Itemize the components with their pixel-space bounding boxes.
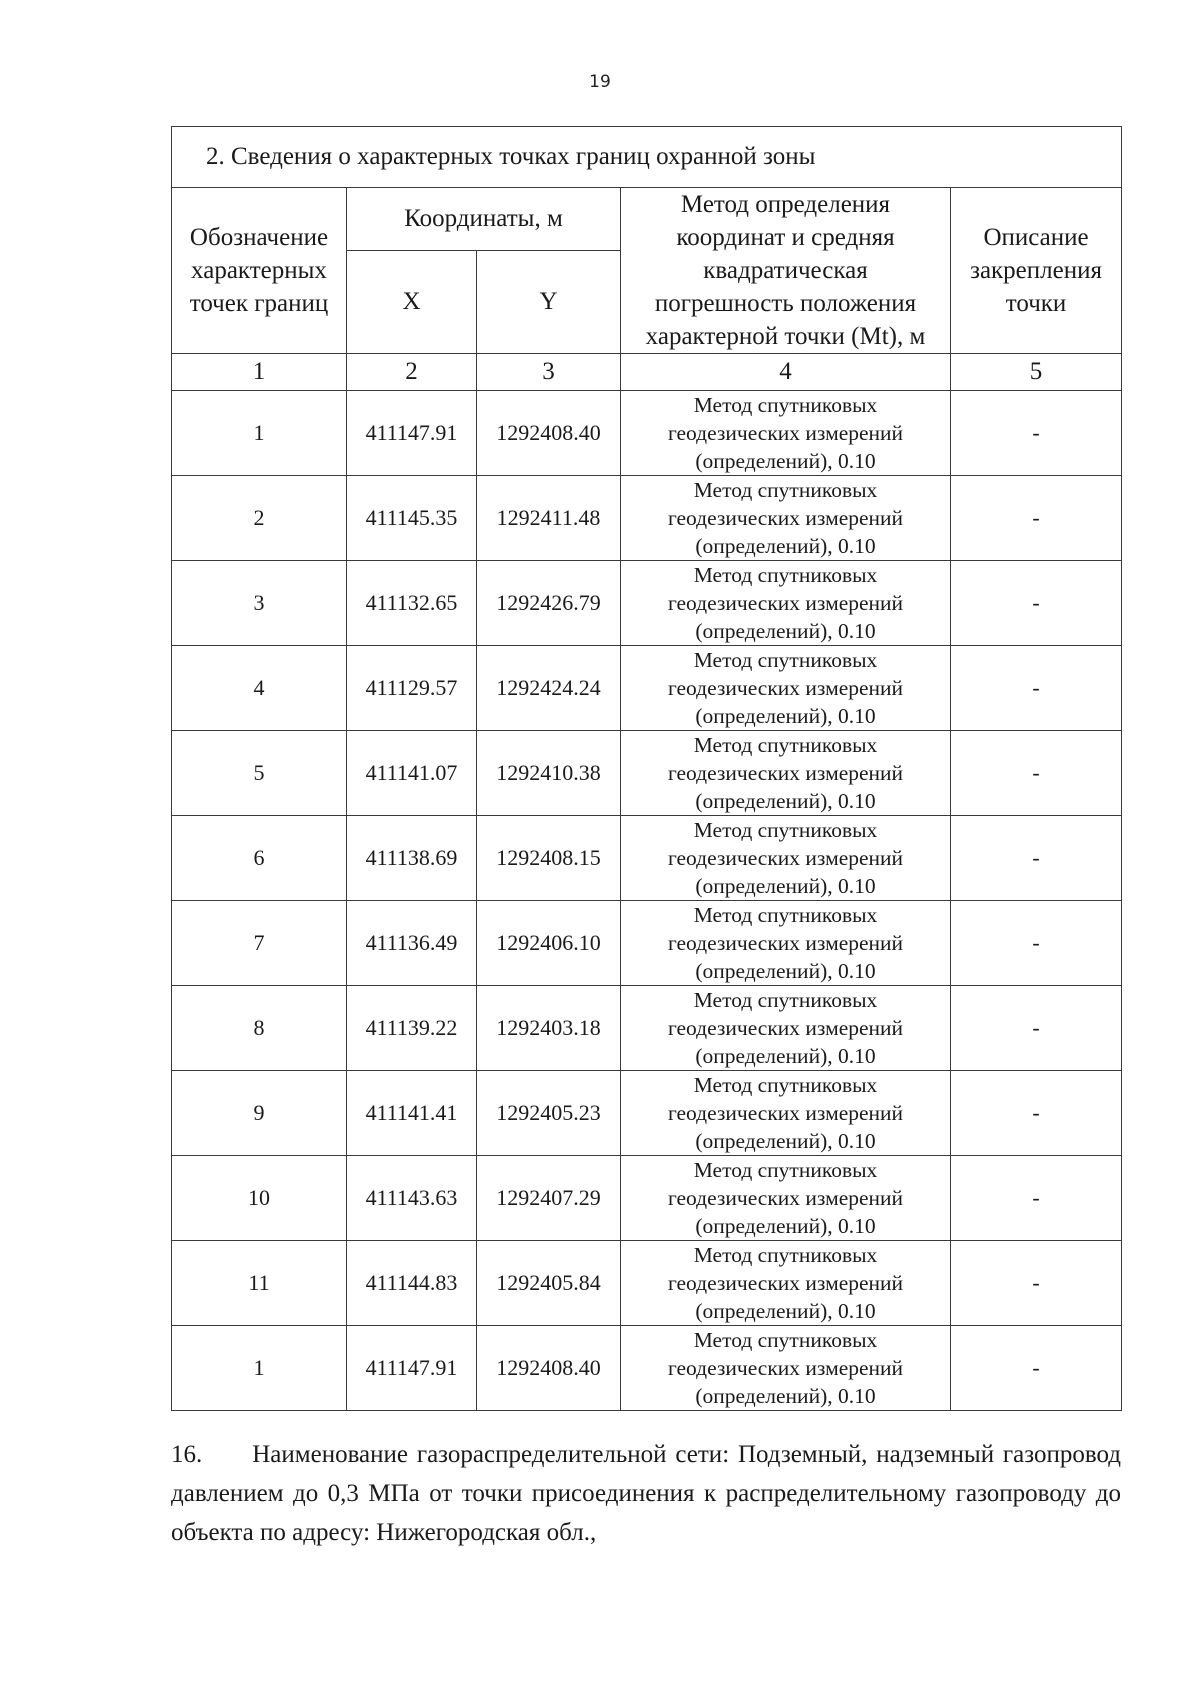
table-row: [172, 1326, 1122, 1411]
table-row: [172, 731, 1122, 816]
description-cell: -: [951, 986, 1122, 1071]
method-cell: Метод спутниковых геодезических измерений (определений), 0.10: [621, 646, 951, 731]
table-row: [172, 391, 1122, 476]
column-number: 2: [347, 354, 477, 391]
y-coordinate-cell: 1292406.10: [477, 901, 621, 986]
method-cell: Метод спутниковых геодезических измерений (определений), 0.10: [621, 391, 951, 476]
column-number: 1: [172, 354, 347, 391]
header-x: X: [347, 250, 477, 353]
method-cell: Метод спутниковых геодезических измерений (определений), 0.10: [621, 1241, 951, 1326]
table-row: [172, 901, 1122, 986]
y-coordinate-cell: 1292405.84: [477, 1241, 621, 1326]
y-coordinate-cell: 1292405.23: [477, 1071, 621, 1156]
y-coordinate-cell: 1292408.40: [477, 391, 621, 476]
point-id-cell: 1: [172, 1326, 347, 1411]
x-coordinate-cell: 411139.22: [347, 986, 477, 1071]
y-coordinate-cell: 1292407.29: [477, 1156, 621, 1241]
point-id-cell: 7: [172, 901, 347, 986]
description-cell: -: [951, 731, 1122, 816]
method-cell: Метод спутниковых геодезических измерений (определений), 0.10: [621, 986, 951, 1071]
column-number: 3: [477, 354, 621, 391]
x-coordinate-cell: 411138.69: [347, 816, 477, 901]
column-number: 4: [621, 354, 951, 391]
table-body: [172, 391, 1122, 1411]
table-title: 2. Сведения о характерных точках границ охранной зоны: [172, 127, 1122, 188]
y-coordinate-cell: 1292424.24: [477, 646, 621, 731]
x-coordinate-cell: 411145.35: [347, 476, 477, 561]
point-id-cell: 6: [172, 816, 347, 901]
method-cell: Метод спутниковых геодезических измерений (определений), 0.10: [621, 476, 951, 561]
method-cell: Метод спутниковых геодезических измерений (определений), 0.10: [621, 1326, 951, 1411]
x-coordinate-cell: 411136.49: [347, 901, 477, 986]
y-coordinate-cell: 1292408.40: [477, 1326, 621, 1411]
x-coordinate-cell: 411147.91: [347, 391, 477, 476]
table-row: [172, 986, 1122, 1071]
point-id-cell: 1: [172, 391, 347, 476]
description-cell: -: [951, 1071, 1122, 1156]
method-cell: Метод спутниковых геодезических измерений (определений), 0.10: [621, 731, 951, 816]
y-coordinate-cell: 1292408.15: [477, 816, 621, 901]
y-coordinate-cell: 1292426.79: [477, 561, 621, 646]
point-id-cell: 10: [172, 1156, 347, 1241]
y-coordinate-cell: 1292411.48: [477, 476, 621, 561]
description-cell: -: [951, 646, 1122, 731]
column-numbers-row: [172, 354, 1122, 391]
description-cell: -: [951, 1156, 1122, 1241]
table-row: [172, 476, 1122, 561]
y-coordinate-cell: 1292410.38: [477, 731, 621, 816]
method-cell: Метод спутниковых геодезических измерений (определений), 0.10: [621, 561, 951, 646]
table-row: [172, 1241, 1122, 1326]
point-id-cell: 2: [172, 476, 347, 561]
point-id-cell: 9: [172, 1071, 347, 1156]
x-coordinate-cell: 411129.57: [347, 646, 477, 731]
header-description: Описание закрепления точки: [951, 188, 1122, 354]
description-cell: -: [951, 816, 1122, 901]
header-point: Обозначение характерных точек границ: [172, 188, 347, 354]
description-cell: -: [951, 1241, 1122, 1326]
page-number: 19: [589, 72, 611, 92]
description-cell: -: [951, 1326, 1122, 1411]
point-id-cell: 11: [172, 1241, 347, 1326]
header-coordinates: Координаты, м: [347, 188, 621, 251]
method-cell: Метод спутниковых геодезических измерений (определений), 0.10: [621, 1156, 951, 1241]
method-cell: Метод спутниковых геодезических измерений (определений), 0.10: [621, 1071, 951, 1156]
table-row: [172, 1071, 1122, 1156]
x-coordinate-cell: 411132.65: [347, 561, 477, 646]
point-id-cell: 3: [172, 561, 347, 646]
x-coordinate-cell: 411147.91: [347, 1326, 477, 1411]
boundary-points-table: [171, 126, 1122, 1411]
description-cell: -: [951, 561, 1122, 646]
x-coordinate-cell: 411144.83: [347, 1241, 477, 1326]
x-coordinate-cell: 411141.07: [347, 731, 477, 816]
method-cell: Метод спутниковых геодезических измерений (определений), 0.10: [621, 901, 951, 986]
table-row: [172, 646, 1122, 731]
point-id-cell: 8: [172, 986, 347, 1071]
table-row: [172, 816, 1122, 901]
x-coordinate-cell: 411143.63: [347, 1156, 477, 1241]
column-number: 5: [951, 354, 1122, 391]
description-cell: -: [951, 476, 1122, 561]
x-coordinate-cell: 411141.41: [347, 1071, 477, 1156]
header-y: Y: [477, 250, 621, 353]
table-row: [172, 1156, 1122, 1241]
y-coordinate-cell: 1292403.18: [477, 986, 621, 1071]
header-method: Метод определения координат и средняя квадратическая погрешность положения характерной точки (Mt), м: [621, 188, 951, 354]
point-id-cell: 5: [172, 731, 347, 816]
description-cell: -: [951, 901, 1122, 986]
point-id-cell: 4: [172, 646, 347, 731]
method-cell: Метод спутниковых геодезических измерений (определений), 0.10: [621, 816, 951, 901]
table-row: [172, 561, 1122, 646]
description-cell: -: [951, 391, 1122, 476]
section-16-paragraph: 16. Наименование газораспределительной сети: Подземный, надземный газопровод давлением до 0,3 МПа от точки присоединения к распределительному газопроводу до объекта по адресу: Нижегородская обл.,: [171, 1441, 1121, 1546]
